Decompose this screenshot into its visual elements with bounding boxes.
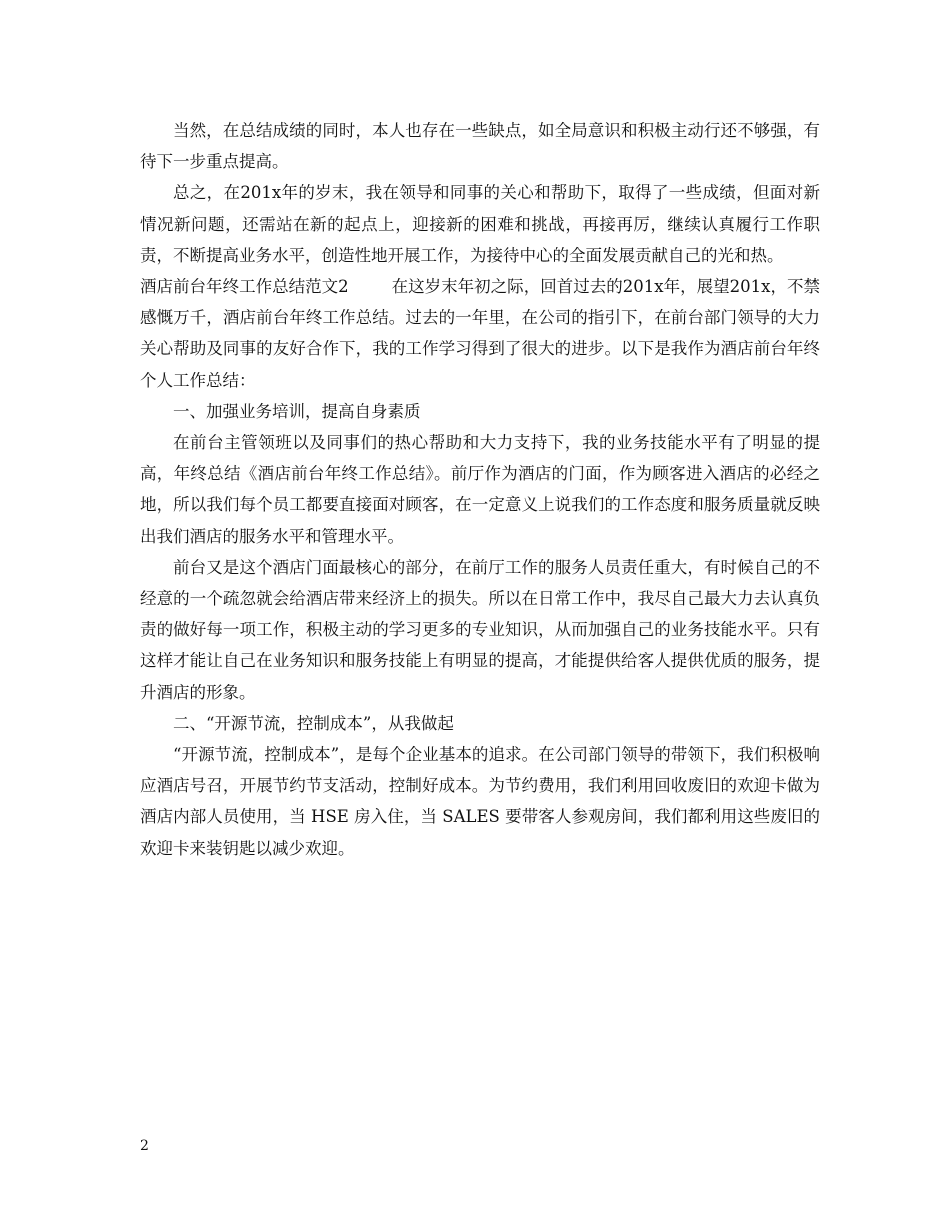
paragraph-skill-improvement: 在前台主管领班以及同事们的热心帮助和大力支持下，我的业务技能水平有了明显的提高，年终总结《酒店前台年终工作总结》。前厅作为酒店的门面，作为顾客进入酒店的必经之地，所以我们每个员工都要直接面对顾客，在一定意义上说我们的工作态度和服务质量就反映出我们酒店的服务水平和管理水平。 <box>140 433 820 546</box>
section-intro: 在这岁末年初之际，回首过去的201x年，展望201x，不禁感慨万千，酒店前台年终工作总结。过去的一年里，在公司的指引下，在前台部门领导的大力关心帮助及同事的友好合作下，我的工作学习得到了很大的进步。以下是我作为酒店前台年终个人工作总结： <box>140 277 820 390</box>
heading-cost-control: 二、“开源节流，控制成本”，从我做起 <box>173 713 454 733</box>
paragraph-shortcomings: 当然，在总结成绩的同时，本人也存在一些缺点，如全局意识和积极主动行还不够强，有待下一步重点提高。 <box>140 121 820 172</box>
section-title: 酒店前台年终工作总结范文2 <box>140 277 349 297</box>
document-body <box>140 115 820 864</box>
heading-business-training: 一、加强业务培训，提高自身素质 <box>173 401 421 421</box>
paragraph-cost-saving: “开源节流，控制成本”，是每个企业基本的追求。在公司部门领导的带领下，我们积极响应酒店号召，开展节约节支活动，控制好成本。为节约费用，我们利用回收废旧的欢迎卡做为酒店内部人员使用，当 HSE 房入住，当 SALES 要带客人参观房间，我们都利用这些废旧的欢迎卡来装钥匙以减少欢迎。 <box>140 745 820 858</box>
paragraph-front-desk-core: 前台又是这个酒店门面最核心的部分，在前厅工作的服务人员责任重大，有时候自己的不经意的一个疏忽就会给酒店带来经济上的损失。所以在日常工作中，我尽自己最大力去认真负责的做好每一项工作，积极主动的学习更多的专业知识，从而加强自己的业务技能水平。只有这样才能让自己在业务知识和服务技能上有明显的提高，才能提供给客人提供优质的服务，提升酒店的形象。 <box>140 557 820 702</box>
page-number: 2 <box>140 1138 149 1154</box>
paragraph-conclusion: 总之，在201x年的岁末，我在领导和同事的关心和帮助下，取得了一些成绩，但面对新情况新问题，还需站在新的起点上，迎接新的困难和挑战，再接再厉，继续认真履行工作职责，不断提高业务水平，创造性地开展工作，为接待中心的全面发展贡献自己的光和热。 <box>140 183 820 265</box>
section-heading-paragraph <box>140 271 820 396</box>
